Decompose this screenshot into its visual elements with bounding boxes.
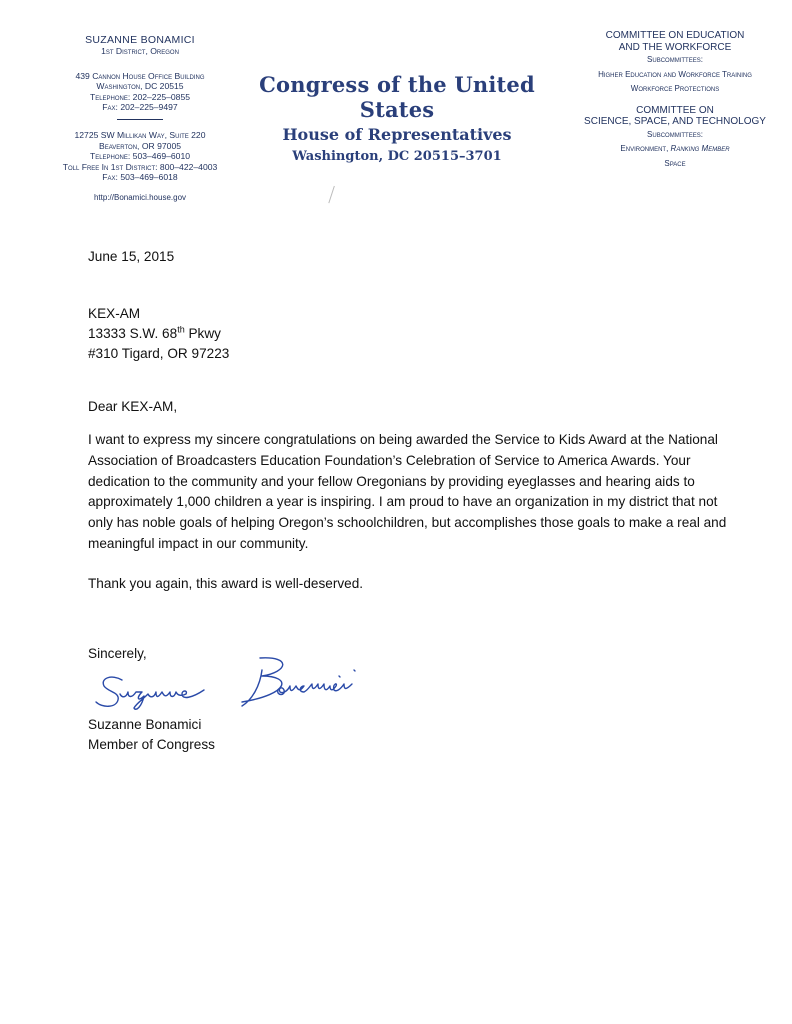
dc-fax: Fax: 202–225–9497 xyxy=(102,102,178,113)
body-paragraph: I want to express my sincere congratulations on being awarded the Service to Kids Award at the National Association of Broadcasters Education Foundation’s Celebration of Service to America Awards. Your dedication to the community and your fellow Oregonians by providing eyeglasses and hearing aids to approximately 1,000 children a year is inspiring. I am proud to have an organization in my district that not only has noble goals of helping Oregon’s schoolchildren, but accomplishes those goals to make a real and meaningful impact in our community. xyxy=(88,432,727,551)
subcommittee-name: Environment, xyxy=(620,144,671,153)
subcommittee-role: Ranking Member xyxy=(670,144,730,153)
recipient-street xyxy=(88,324,229,344)
recipient-address xyxy=(88,304,229,364)
letter-date: June 15, 2015 xyxy=(88,249,175,264)
street-type: Pkwy xyxy=(184,326,221,341)
member-name-header: SUZANNE BONAMICI xyxy=(85,34,195,46)
dc-phone: Telephone: 202–225–0855 xyxy=(89,91,191,102)
committee-education-line2: AND THE WORKFORCE xyxy=(618,41,732,53)
city-line: Washington, DC 20515–3701 xyxy=(292,149,502,164)
divider xyxy=(117,119,163,120)
house-title: House of Representatives xyxy=(282,125,512,144)
subcommittees-heading: Subcommittees: xyxy=(647,129,703,139)
subcommittee-item: Higher Education and Workforce Training xyxy=(598,69,752,79)
subcommittee-item: Workforce Protections xyxy=(630,84,720,93)
local-fax: Fax: 503–469–6018 xyxy=(102,172,178,183)
committee-education-line1: COMMITTEE ON EDUCATION xyxy=(605,30,745,41)
member-district: 1st District, Oregon xyxy=(101,46,179,56)
ordinal-suffix: th xyxy=(177,324,185,335)
signer-block xyxy=(88,715,215,755)
street-number: 13333 S.W. 68 xyxy=(88,326,178,341)
recipient-city: #310 Tigard, OR 97223 xyxy=(88,346,230,361)
handwritten-signature xyxy=(92,650,412,716)
signer-title: Member of Congress xyxy=(88,737,215,752)
salutation: Dear KEX-AM, xyxy=(88,399,178,414)
subcommittee-item xyxy=(560,142,790,157)
dc-address-line2: Washington, DC 20515 xyxy=(96,81,184,92)
congress-header xyxy=(222,72,572,164)
website-link[interactable]: http://Bonamici.house.gov xyxy=(93,192,187,202)
local-address-line2: Beaverton, OR 97005 xyxy=(98,140,182,151)
congress-title: Congress of the United States xyxy=(259,72,535,122)
signer-name: Suzanne Bonamici xyxy=(88,717,202,732)
scan-mark xyxy=(328,186,337,204)
committee-block xyxy=(560,30,790,171)
subcommittee-item: Space xyxy=(664,158,686,168)
local-phone: Telephone: 503–469–6010 xyxy=(89,151,191,162)
body-paragraph: Thank you again, this award is well-deserved. xyxy=(88,576,364,591)
subcommittees-heading: Subcommittees: xyxy=(647,55,703,64)
closing: Sincerely, xyxy=(88,646,147,661)
local-address-line1: 12725 SW Millikan Way, Suite 220 xyxy=(74,129,206,140)
committee-science-line1: COMMITTEE ON xyxy=(636,104,714,116)
recipient-name: KEX-AM xyxy=(88,306,141,321)
dc-address-line1: 439 Cannon House Office Building xyxy=(75,70,205,81)
committee-science-line2: SCIENCE, SPACE, AND TECHNOLOGY xyxy=(584,116,766,127)
toll-free-phone: Toll Free In 1st District: 800–422–4003 xyxy=(62,161,218,172)
